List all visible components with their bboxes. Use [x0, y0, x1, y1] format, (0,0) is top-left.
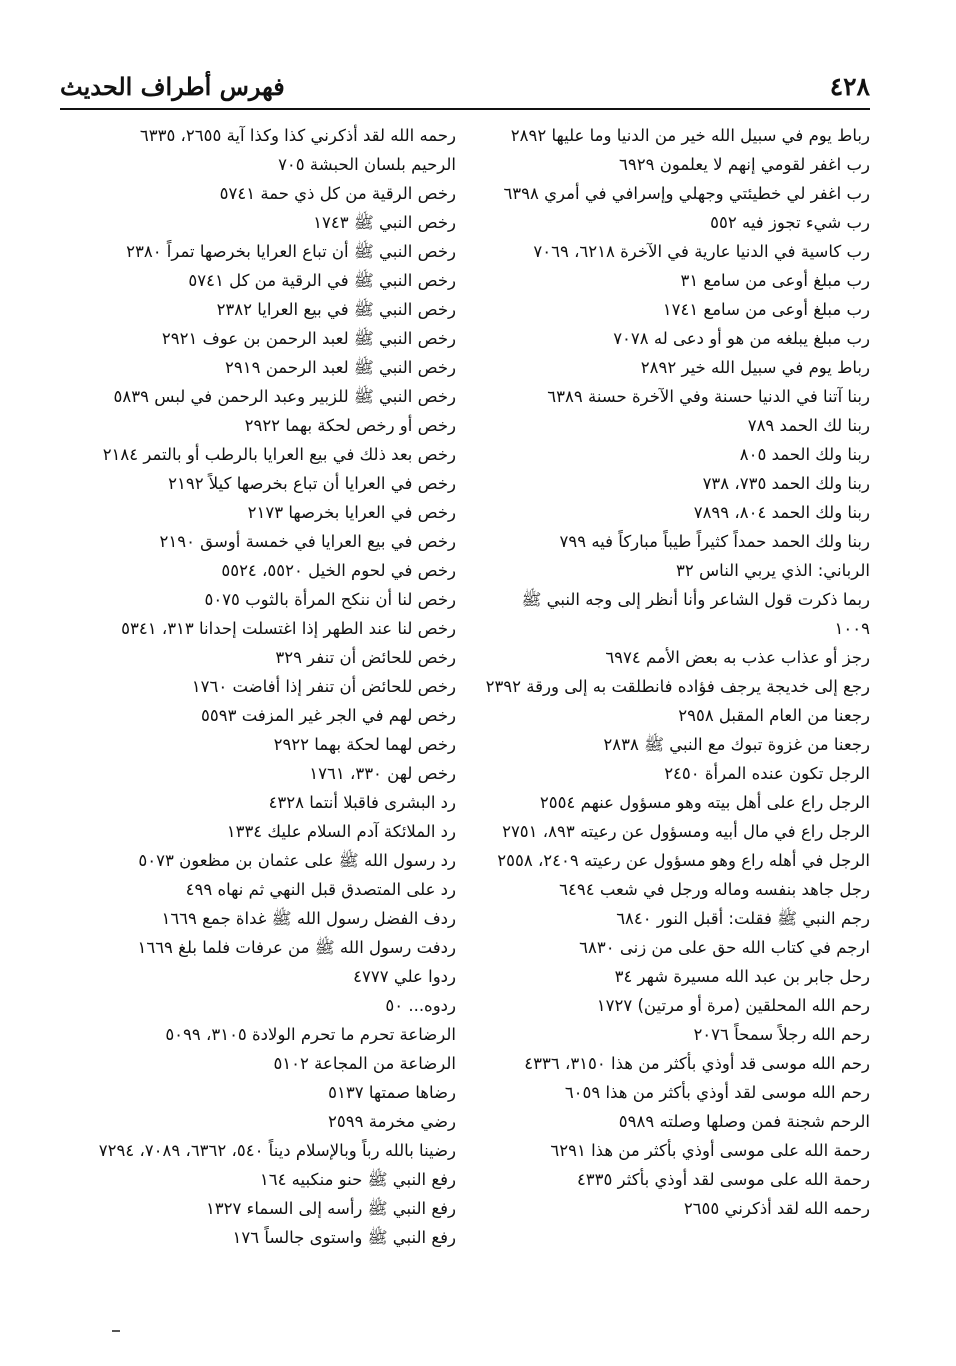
- index-entry: رخص لنا أن ننكح المرأة بالثوب ٥٠٧٥: [204, 590, 456, 609]
- index-entry: رب مبلغ أوعى من سامع ١٧٤١: [662, 300, 870, 319]
- index-entry: ردف الفضل رسول الله ﷺ غداة جمع ١٦٦٩: [161, 909, 456, 928]
- index-entry: رجعنا من غزوة تبوك مع النبي ﷺ ٢٨٣٨: [603, 735, 870, 754]
- index-entry: رد على المتصدق قبل النهي ثم نهاه ٤٩٩: [185, 880, 456, 899]
- index-entry: رخص النبي ﷺ لعبد الرحمن ٢٩١٩: [225, 358, 456, 377]
- index-entry: رحم الله رجلاً سمحاً ٢٠٧٦: [693, 1025, 870, 1044]
- index-entry: ربنا لك الحمد ٧٨٩: [747, 416, 870, 435]
- index-entry: رب شيء تجوز فيه ٥٥٢: [710, 213, 870, 232]
- index-entry: رحمة الله على موسى أوذي بأكثر من هذا ٦٢٩١: [550, 1141, 870, 1160]
- index-entry: رد البشرى فاقبلا أنتما ٤٣٢٨: [268, 793, 456, 812]
- index-entry: ردفت رسول الله ﷺ من عرفات فلما بلغ ١٦٦٩: [137, 938, 456, 957]
- index-entry: الرضاعة تحرم ما تحرم الولادة ٣١٠٥، ٥٠٩٩: [165, 1025, 456, 1044]
- index-entry: رفع النبي ﷺ رأسه إلى السماء ١٣٢٧: [205, 1199, 456, 1218]
- index-entry: رب مبلغ أوعى من سامع ٣١: [680, 271, 870, 290]
- index-entry: رخص لنا عند الطهر إذا اغتسلت إحدانا ٣١٣، ٥٣٤١: [121, 619, 456, 638]
- index-entry: رحم الله موسى لقد أوذي بأكثر من هذا ٦٠٥٩: [564, 1083, 870, 1102]
- index-entry: الرجل راع على أهل بيته وهو مسؤول عنهم ٢٥٥٤: [539, 793, 870, 812]
- index-entry: رب اغفر لي خطيئتي وجهلي وإسرافي في أمري ٦٣٩٨: [503, 184, 870, 203]
- index-entry: الرباني: الذي يربي الناس ٣٢: [676, 561, 870, 580]
- index-column-right: [484, 121, 870, 1223]
- index-entry: رباط يوم في سبيل الله خير من الدنيا وما عليها ٢٨٩٢: [510, 126, 870, 145]
- header-divider: [60, 108, 870, 110]
- index-entry: ارجم في كتاب الله حق على من زنى ٦٨٣٠: [579, 938, 870, 957]
- index-entry: رخص النبي ﷺ أن تباع العرايا بخرصها تمراً ٢٣٨٠: [126, 242, 456, 261]
- page-number: ٤٢٨: [829, 72, 870, 101]
- index-entry: الرجل في أهله راع وهو مسؤول عن رعيته ٢٤٠٩، ٢٥٥٨: [497, 851, 870, 870]
- index-entry: رخص في العرايا بخرصها ٢١٧٣: [247, 503, 456, 522]
- index-entry: رحمة الله على موسى لقد أوذي بأكثر ٤٣٣٥: [576, 1170, 870, 1189]
- index-entry: رحم الله موسى قد أوذي بأكثر من هذا ٣١٥٠، ٤٣٣٦: [524, 1054, 870, 1073]
- index-entry: الرجل تكون عنده المرأة ٢٤٥٠: [664, 764, 870, 783]
- index-entry: رحمه الله لقد أذكرني ٢٦٥٥: [683, 1199, 870, 1218]
- index-entry: رخص النبي ﷺ للزبير وعبد الرحمن في لبس ٥٨٣٩: [113, 387, 456, 406]
- index-entry: رجع إلى خديجة يرجف فؤاده فانطلقت به إلى ورقة ٢٣٩٢: [485, 677, 870, 696]
- index-entry: ردوا علي ٤٧٧٧: [353, 967, 456, 986]
- index-entry: رضي مخرمة ٢٥٩٩: [328, 1112, 456, 1131]
- index-entry: ربما ذكرت قول الشاعر وأنا أنظر إلى وجه النبي ﷺ ١٠٠٩: [521, 590, 870, 638]
- page-header: [60, 66, 870, 106]
- index-entry: رحل جابر بن عبد الله مسيرة شهر ٣٤: [614, 967, 870, 986]
- index-entry: رفع النبي ﷺ واستوى جالساً ١٧٦: [232, 1228, 456, 1247]
- scan-mark: [112, 1330, 120, 1332]
- index-entry: رجل جاهد بنفسه وماله ورجل في شعب ٦٤٩٤: [559, 880, 870, 899]
- index-entry: رحم الله المحلقين (مرة أو مرتين) ١٧٢٧: [596, 996, 870, 1015]
- index-entry: رب كاسية في الدنيا عارية في الآخرة ٦٢١٨، ٧٠٦٩: [533, 242, 870, 261]
- index-entry: رحمه الله لقد أذكرني كذا وكذا آية ٢٦٥٥، ٦٣٣٥: [139, 126, 456, 145]
- index-entry: ربنا آتنا في الدنيا حسنة وفي الآخرة حسنة ٦٣٨٩: [547, 387, 870, 406]
- index-entry: رخص النبي ﷺ ١٧٤٣: [313, 213, 456, 232]
- index-entry: الرضاعة من المجاعة ٥١٠٢: [273, 1054, 456, 1073]
- page-title: فهرس أطراف الحديث: [60, 72, 285, 101]
- index-entry: رضاها صمتها ٥١٣٧: [328, 1083, 456, 1102]
- index-entry: رد رسول الله ﷺ على عثمان بن مظعون ٥٠٧٣: [138, 851, 456, 870]
- index-entry: ربنا ولك الحمد ٨٠٥: [739, 445, 870, 464]
- index-entry: رباط يوم في سبيل الله خير ٢٨٩٢: [640, 358, 870, 377]
- index-entry: رخص النبي ﷺ لعبد الرحمن بن عوف ٢٩٢١: [161, 329, 456, 348]
- index-entry: ردوه... ٥٠: [385, 996, 456, 1015]
- index-entry: رخص في العرايا أن تباع بخرصها كيلاً ٢١٩٢: [168, 474, 456, 493]
- index-entry: رخص أو رخص لحكة بهما ٢٩٢٢: [244, 416, 456, 435]
- index-entry: ربنا ولك الحمد ٧٣٥، ٧٣٨: [702, 474, 870, 493]
- index-column-left: [66, 121, 456, 1252]
- index-entry: رخص للحائض أن تنفر إذا أفاضت ١٧٦٠: [191, 677, 456, 696]
- index-entry: رجز أو عذاب عذب به بعض الأمم ٦٩٧٤: [605, 648, 870, 667]
- index-entry: رجم النبي ﷺ فقلت: أقبل النور ٦٨٤٠: [616, 909, 870, 928]
- index-entry: رخص بعد ذلك في بيع العرايا بالرطب أو بالتمر ٢١٨٤: [102, 445, 456, 464]
- index-entry: رخص لهم في الجر غير المزفت ٥٥٩٣: [201, 706, 456, 725]
- index-entry: رخص لهما لحكة بهما ٢٩٢٢: [273, 735, 456, 754]
- index-entry: رخص النبي ﷺ في بيع العرايا ٢٣٨٢: [216, 300, 456, 319]
- index-entry: رد الملائكة آدم السلام عليك ١٣٣٤: [226, 822, 456, 841]
- index-entry: ربنا ولك الحمد حمداً كثيراً طيباً مباركاً فيه ٧٩٩: [559, 532, 870, 551]
- index-entry: رجعنا من العام المقبل ٢٩٥٨: [678, 706, 870, 725]
- index-entry: الرجل راع في مال أبيه ومسؤول عن رعيته ٨٩٣، ٢٧٥١: [502, 822, 870, 841]
- index-entry: رخص لهن ٣٣٠، ١٧٦١: [309, 764, 456, 783]
- index-entry: رضينا بالله رباً وبالإسلام ديناً ٥٤٠، ٦٣٦٢، ٧٠٨٩، ٧٢٩٤: [98, 1141, 456, 1160]
- index-entry: ربنا ولك الحمد ٨٠٤، ٧٨٩٩: [693, 503, 870, 522]
- index-entry: رب اغفر لقومي إنهم لا يعلمون ٦٩٢٩: [619, 155, 870, 174]
- index-entry: الرحيم بلسان الحبشة ٧٠٥: [278, 155, 456, 174]
- index-entry: رخص في بيع العرايا في خمسة أوسق ٢١٩٠: [159, 532, 456, 551]
- index-entry: الرحم شجنة فمن وصلها وصلته ٥٩٨٩: [618, 1112, 870, 1131]
- index-entry: رخص للحائض أن تنفر ٣٢٩: [275, 648, 456, 667]
- index-entry: رفع النبي ﷺ حنو منكبيه ١٦٤: [259, 1170, 456, 1189]
- index-entry: رب مبلغ يبلغه من هو أو دعى له ٧٠٧٨: [613, 329, 870, 348]
- index-entry: رخص في لحوم الخيل ٥٥٢٠، ٥٥٢٤: [221, 561, 456, 580]
- index-entry: رخص الرقية من كل ذي حمة ٥٧٤١: [219, 184, 456, 203]
- index-entry: رخص النبي ﷺ في الرقية من كل ٥٧٤١: [188, 271, 456, 290]
